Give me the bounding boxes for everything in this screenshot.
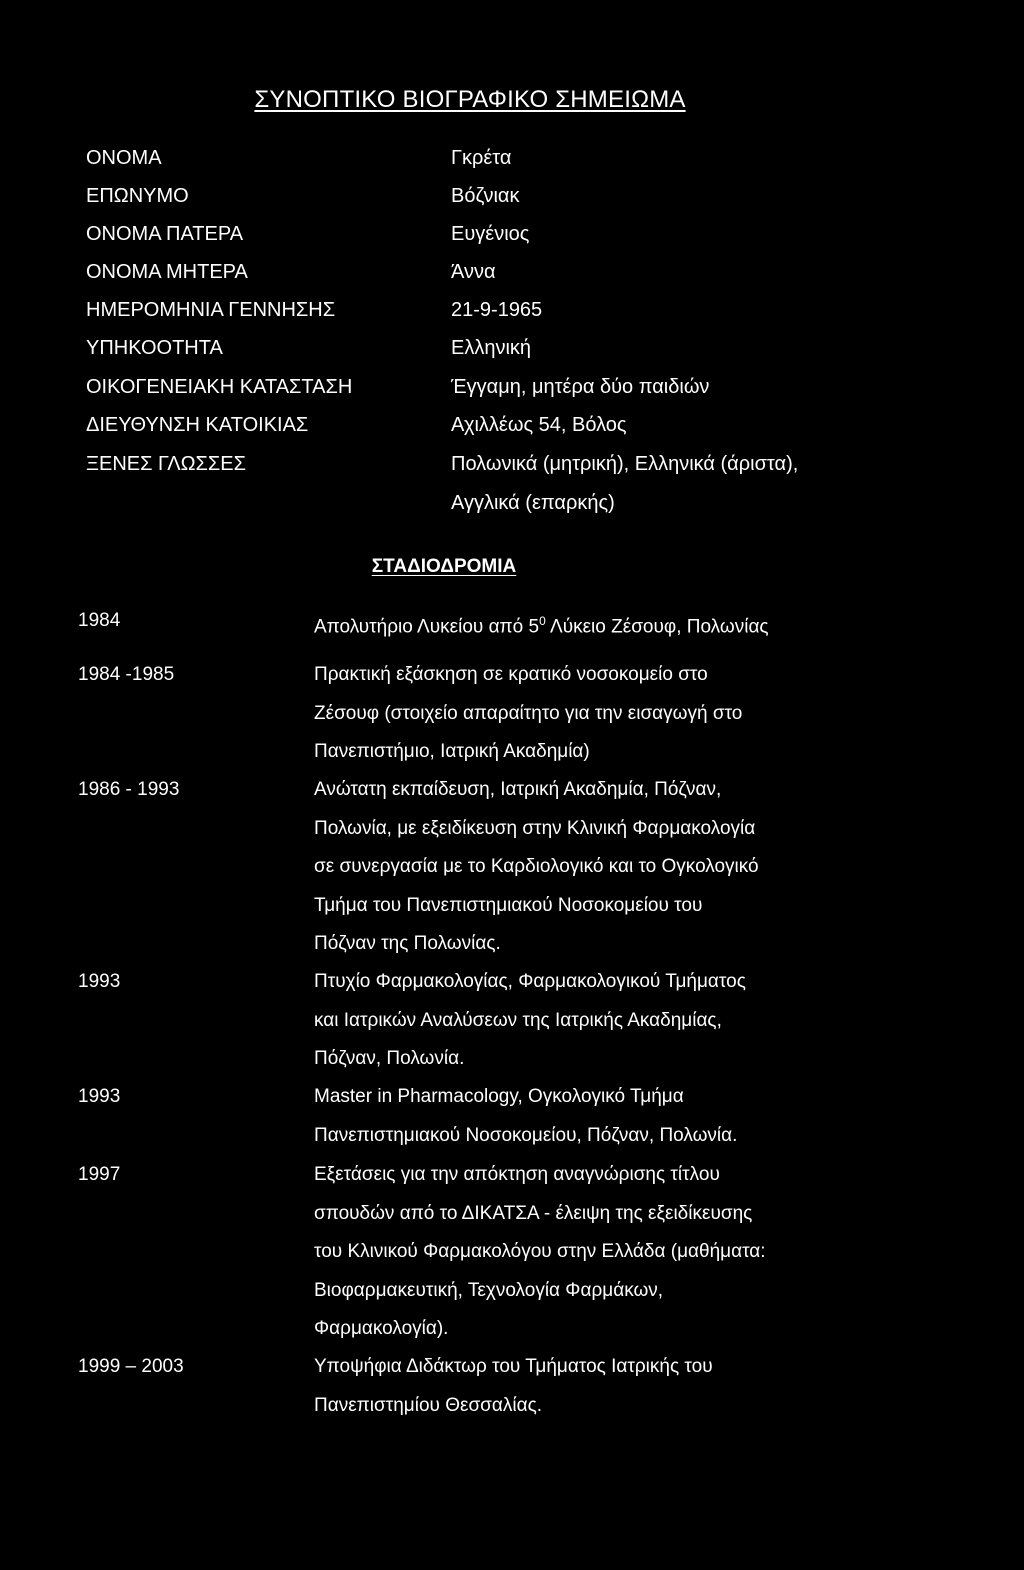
info-label: ΞΕΝΕΣ ΓΛΩΣΣΕΣ [86, 453, 246, 475]
career-section-title: ΣΤΑΔΙΟΔΡΟΜΙΑ [371, 556, 517, 577]
info-value: Άννα [451, 261, 496, 283]
career-description-line: Πολωνία, με εξειδίκευση στην Κλινική Φαρμακολογία [314, 817, 756, 839]
career-description-line: Ανώτατη εκπαίδευση, Ιατρική Ακαδημία, Πόζναν, [314, 779, 722, 800]
career-entry [78, 1078, 878, 1155]
career-year: 1999 – 2003 [78, 1356, 184, 1377]
career-description [314, 771, 878, 964]
career-description-line: Πανεπιστημίου Θεσσαλίας. [314, 1394, 543, 1416]
career-description-line: Βιοφαρμακευτική, Τεχνολογία Φαρμάκων, [314, 1279, 664, 1301]
info-value: Βόζνιακ [451, 185, 520, 207]
info-row [86, 291, 946, 329]
info-row [86, 139, 946, 177]
career-description-line: Πόζναν της Πολωνίας. [314, 933, 501, 954]
career-description [314, 602, 878, 641]
career-description-line: Πανεπιστημιακού Νοσοκομείου, Πόζναν, Πολωνία. [314, 1124, 738, 1146]
info-row [86, 406, 946, 444]
info-value: Αχιλλέως 54, Βόλος [451, 414, 627, 436]
career-description [314, 1078, 878, 1155]
info-value: 21-9-1965 [451, 299, 543, 321]
info-value: Έγγαμη, μητέρα δύο παιδιών [451, 376, 710, 398]
description-text: Λύκειο Ζέσουφ, Πολωνίας [550, 616, 769, 638]
description-text: Απολυτήριο Λυκείου από 5 [314, 616, 540, 638]
document-title: ΣΥΝΟΠΤΙΚΟ ΒΙΟΓΡΑΦΙΚΟ ΣΗΜΕΙΩΜΑ [254, 86, 686, 113]
career-year: 1993 [78, 971, 121, 992]
career-entry [78, 1156, 878, 1349]
career-entry [78, 656, 878, 772]
career-description [314, 963, 878, 1079]
career-description-line: του Κλινικού Φαρμακολόγου στην Ελλάδα (μαθήματα: [314, 1241, 766, 1262]
career-description-line: Ζέσουφ (στοιχείο απαραίτητο για την εισαγωγή στο [314, 702, 743, 724]
career-entry [78, 963, 878, 1079]
career-entry [78, 1348, 878, 1425]
info-label: ΟΝΟΜΑ ΜΗΤΕΡΑ [86, 261, 248, 283]
career-description-line: Τμήμα του Πανεπιστημιακού Νοσοκομείου του [314, 894, 703, 916]
career-year: 1986 - 1993 [78, 779, 180, 800]
info-row [86, 329, 946, 367]
career-description-line: Πανεπιστήμιο, Ιατρική Ακαδημία) [314, 741, 590, 762]
career-description-line: Φαρμακολογία). [314, 1318, 449, 1339]
info-value: Αγγλικά (επαρκής) [451, 492, 615, 514]
career-description-line: Πόζναν, Πολωνία. [314, 1048, 465, 1069]
info-label: ΟΙΚΟΓΕΝΕΙΑΚΗ ΚΑΤΑΣΤΑΣΗ [86, 376, 353, 398]
career-entry [78, 771, 878, 964]
info-label: ΗΜΕΡΟΜΗΝΙΑ ΓΕΝΝΗΣΗΣ [86, 299, 336, 321]
info-row [86, 484, 946, 522]
career-description [314, 1348, 878, 1425]
career-description-line: Υποψήφια Διδάκτωρ του Τμήματος Ιατρικής του [314, 1356, 713, 1377]
info-label: ΕΠΩΝΥΜΟ [86, 185, 189, 207]
career-description-line: σε συνεργασία με το Καρδιολογικό και το Ογκολογικό [314, 856, 759, 877]
info-value: Πολωνικά (μητρική), Ελληνικά (άριστα), [451, 453, 799, 475]
career-description-line: Πτυχίο Φαρμακολογίας, Φαρμακολογικού Τμήματος [314, 971, 746, 992]
info-row [86, 445, 946, 483]
career-year: 1997 [78, 1164, 121, 1185]
info-label: ΟΝΟΜΑ ΠΑΤΕΡΑ [86, 223, 244, 245]
ordinal-superscript: 0 [539, 614, 546, 628]
info-value: Γκρέτα [451, 147, 512, 169]
career-description [314, 656, 878, 772]
career-description-line: και Ιατρικών Αναλύσεων της Ιατρικής Ακαδημίας, [314, 1009, 722, 1031]
info-value: Ελληνική [451, 337, 532, 359]
info-row [86, 215, 946, 253]
info-label: ΔΙΕΥΘΥΝΣΗ ΚΑΤΟΙΚΙΑΣ [86, 414, 309, 436]
career-year: 1984 -1985 [78, 664, 175, 685]
info-row [86, 253, 946, 291]
career-description-line: Εξετάσεις για την απόκτηση αναγνώρισης τίτλου [314, 1164, 720, 1185]
career-description-line: σπουδών από το ΔΙΚΑΤΣΑ - έλειψη της εξειδίκευσης [314, 1202, 753, 1224]
info-label: ΟΝΟΜΑ [86, 147, 162, 169]
info-value: Ευγένιος [451, 223, 530, 245]
info-row [86, 368, 946, 406]
info-label [86, 484, 451, 522]
info-row [86, 177, 946, 215]
career-year: 1993 [78, 1086, 121, 1107]
career-description-line: Master in Pharmacology, Ογκολογικό Τμήμα [314, 1086, 684, 1107]
career-entry [78, 602, 878, 641]
career-description-line: Πρακτική εξάσκηση σε κρατικό νοσοκομείο στο [314, 664, 708, 685]
career-description [314, 1156, 878, 1349]
career-description-line [314, 602, 878, 641]
career-year: 1984 [78, 610, 121, 631]
info-label: ΥΠΗΚΟΟΤΗΤΑ [86, 337, 223, 359]
